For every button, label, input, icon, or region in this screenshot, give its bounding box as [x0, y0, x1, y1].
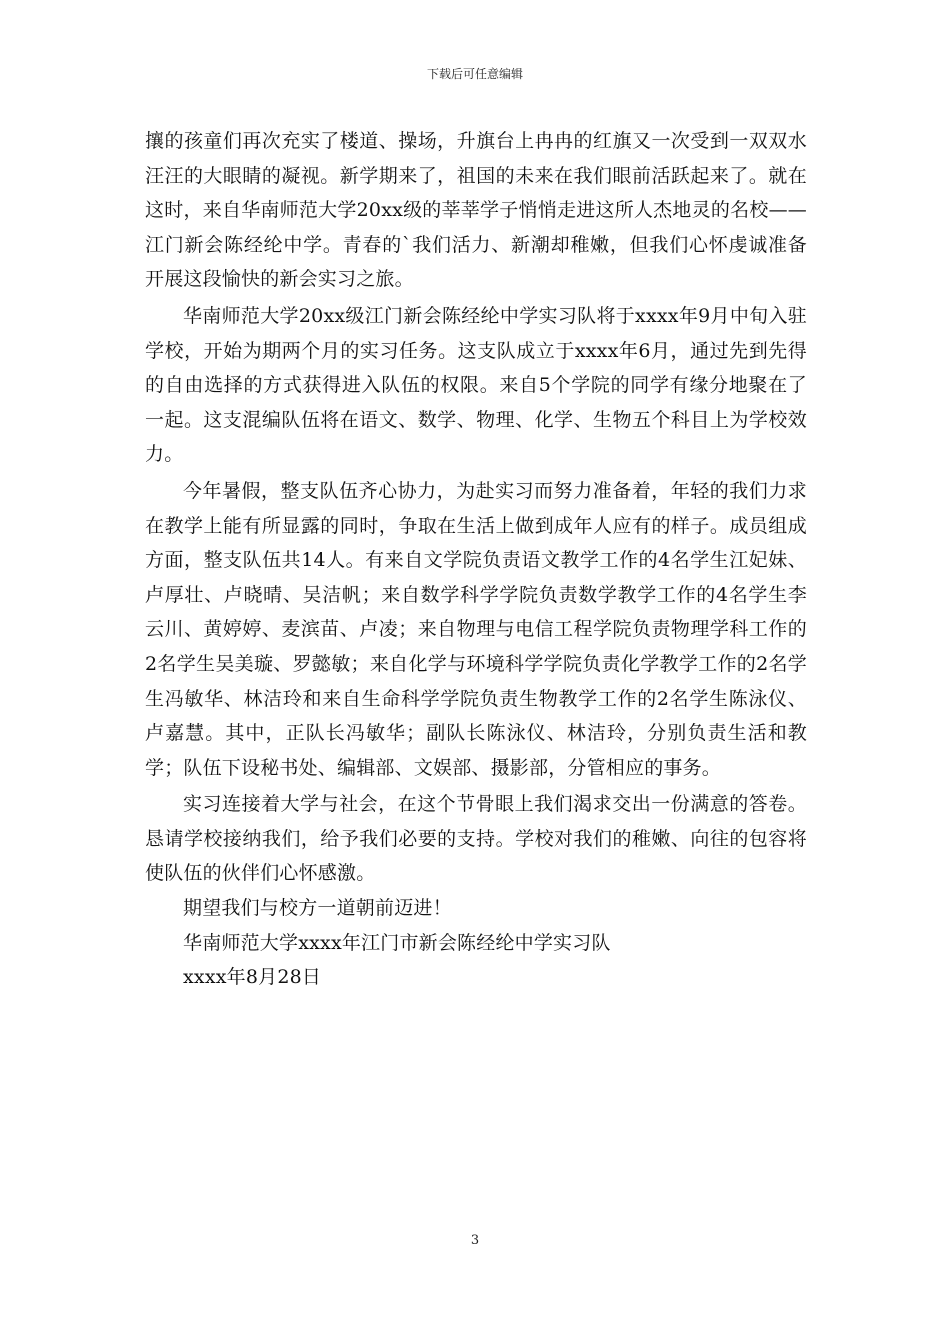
document-body	[145, 124, 807, 995]
page-number: 3	[470, 1233, 480, 1248]
signature: 华南师范大学xxxx年江门市新会陈经纶中学实习队	[183, 931, 611, 954]
paragraph-team-members: 今年暑假，整支队伍齐心协力，为赴实习而努力准备着，年轻的我们力求在教学上能有所显露的同时，争取在生活上做到成年人应有的样子。成员组成方面，整支队伍共14人。有来自文学院负责语文教学工作的4名学生江妃妹、卢厚壮、卢晓晴、吴洁帆；来自数学科学学院负责数学教学工作的4名学生李云川、黄婷婷、麦滨苗、卢凌；来自物理与电信工程学院负责物理学科工作的2名学生吴美璇、罗懿敏；来自化学与环境科学学院负责化学教学工作的2名学生冯敏华、林洁玲和来自生命科学学院负责生物教学工作的2名学生陈泳仪、卢嘉慧。其中，正队长冯敏华；副队长陈泳仪、林洁玲，分别负责生活和教学；队伍下设秘书处、编辑部、文娱部、摄影部，分管相应的事务。	[145, 479, 807, 779]
page-header: 下载后可任意编辑	[426, 67, 523, 81]
paragraph-continuation: 攘的孩童们再次充实了楼道、操场，升旗台上冉冉的红旗又一次受到一双双水汪汪的大眼睛的凝视。新学期来了，祖国的未来在我们眼前活跃起来了。就在这时，来自华南师范大学20xx级的莘莘学子悄悄走进这所人杰地灵的名校——江门新会陈经纶中学。青春的`我们活力、新潮却稚嫩，但我们心怀虔诚准备开展这段愉快的新会实习之旅。	[145, 130, 807, 291]
closing-wish: 期望我们与校方一道朝前迈进！	[183, 897, 452, 920]
signature-date: xxxx年8月28日	[183, 966, 322, 989]
paragraph-request: 实习连接着大学与社会，在这个节骨眼上我们渴求交出一份满意的答卷。恳请学校接纳我们，给予我们必要的支持。学校对我们的稚嫩、向往的包容将使队伍的伙伴们心怀感激。	[145, 793, 807, 885]
paragraph-team-intro: 华南师范大学20xx级江门新会陈经纶中学实习队将于xxxx年9月中旬入驻学校，开始为期两个月的实习任务。这支队成立于xxxx年6月，通过先到先得的自由选择的方式获得进入队伍的权限。来自5个学院的同学有缘分地聚在了一起。这支混编队伍将在语文、数学、物理、化学、生物五个科目上为学校效力。	[145, 304, 807, 466]
